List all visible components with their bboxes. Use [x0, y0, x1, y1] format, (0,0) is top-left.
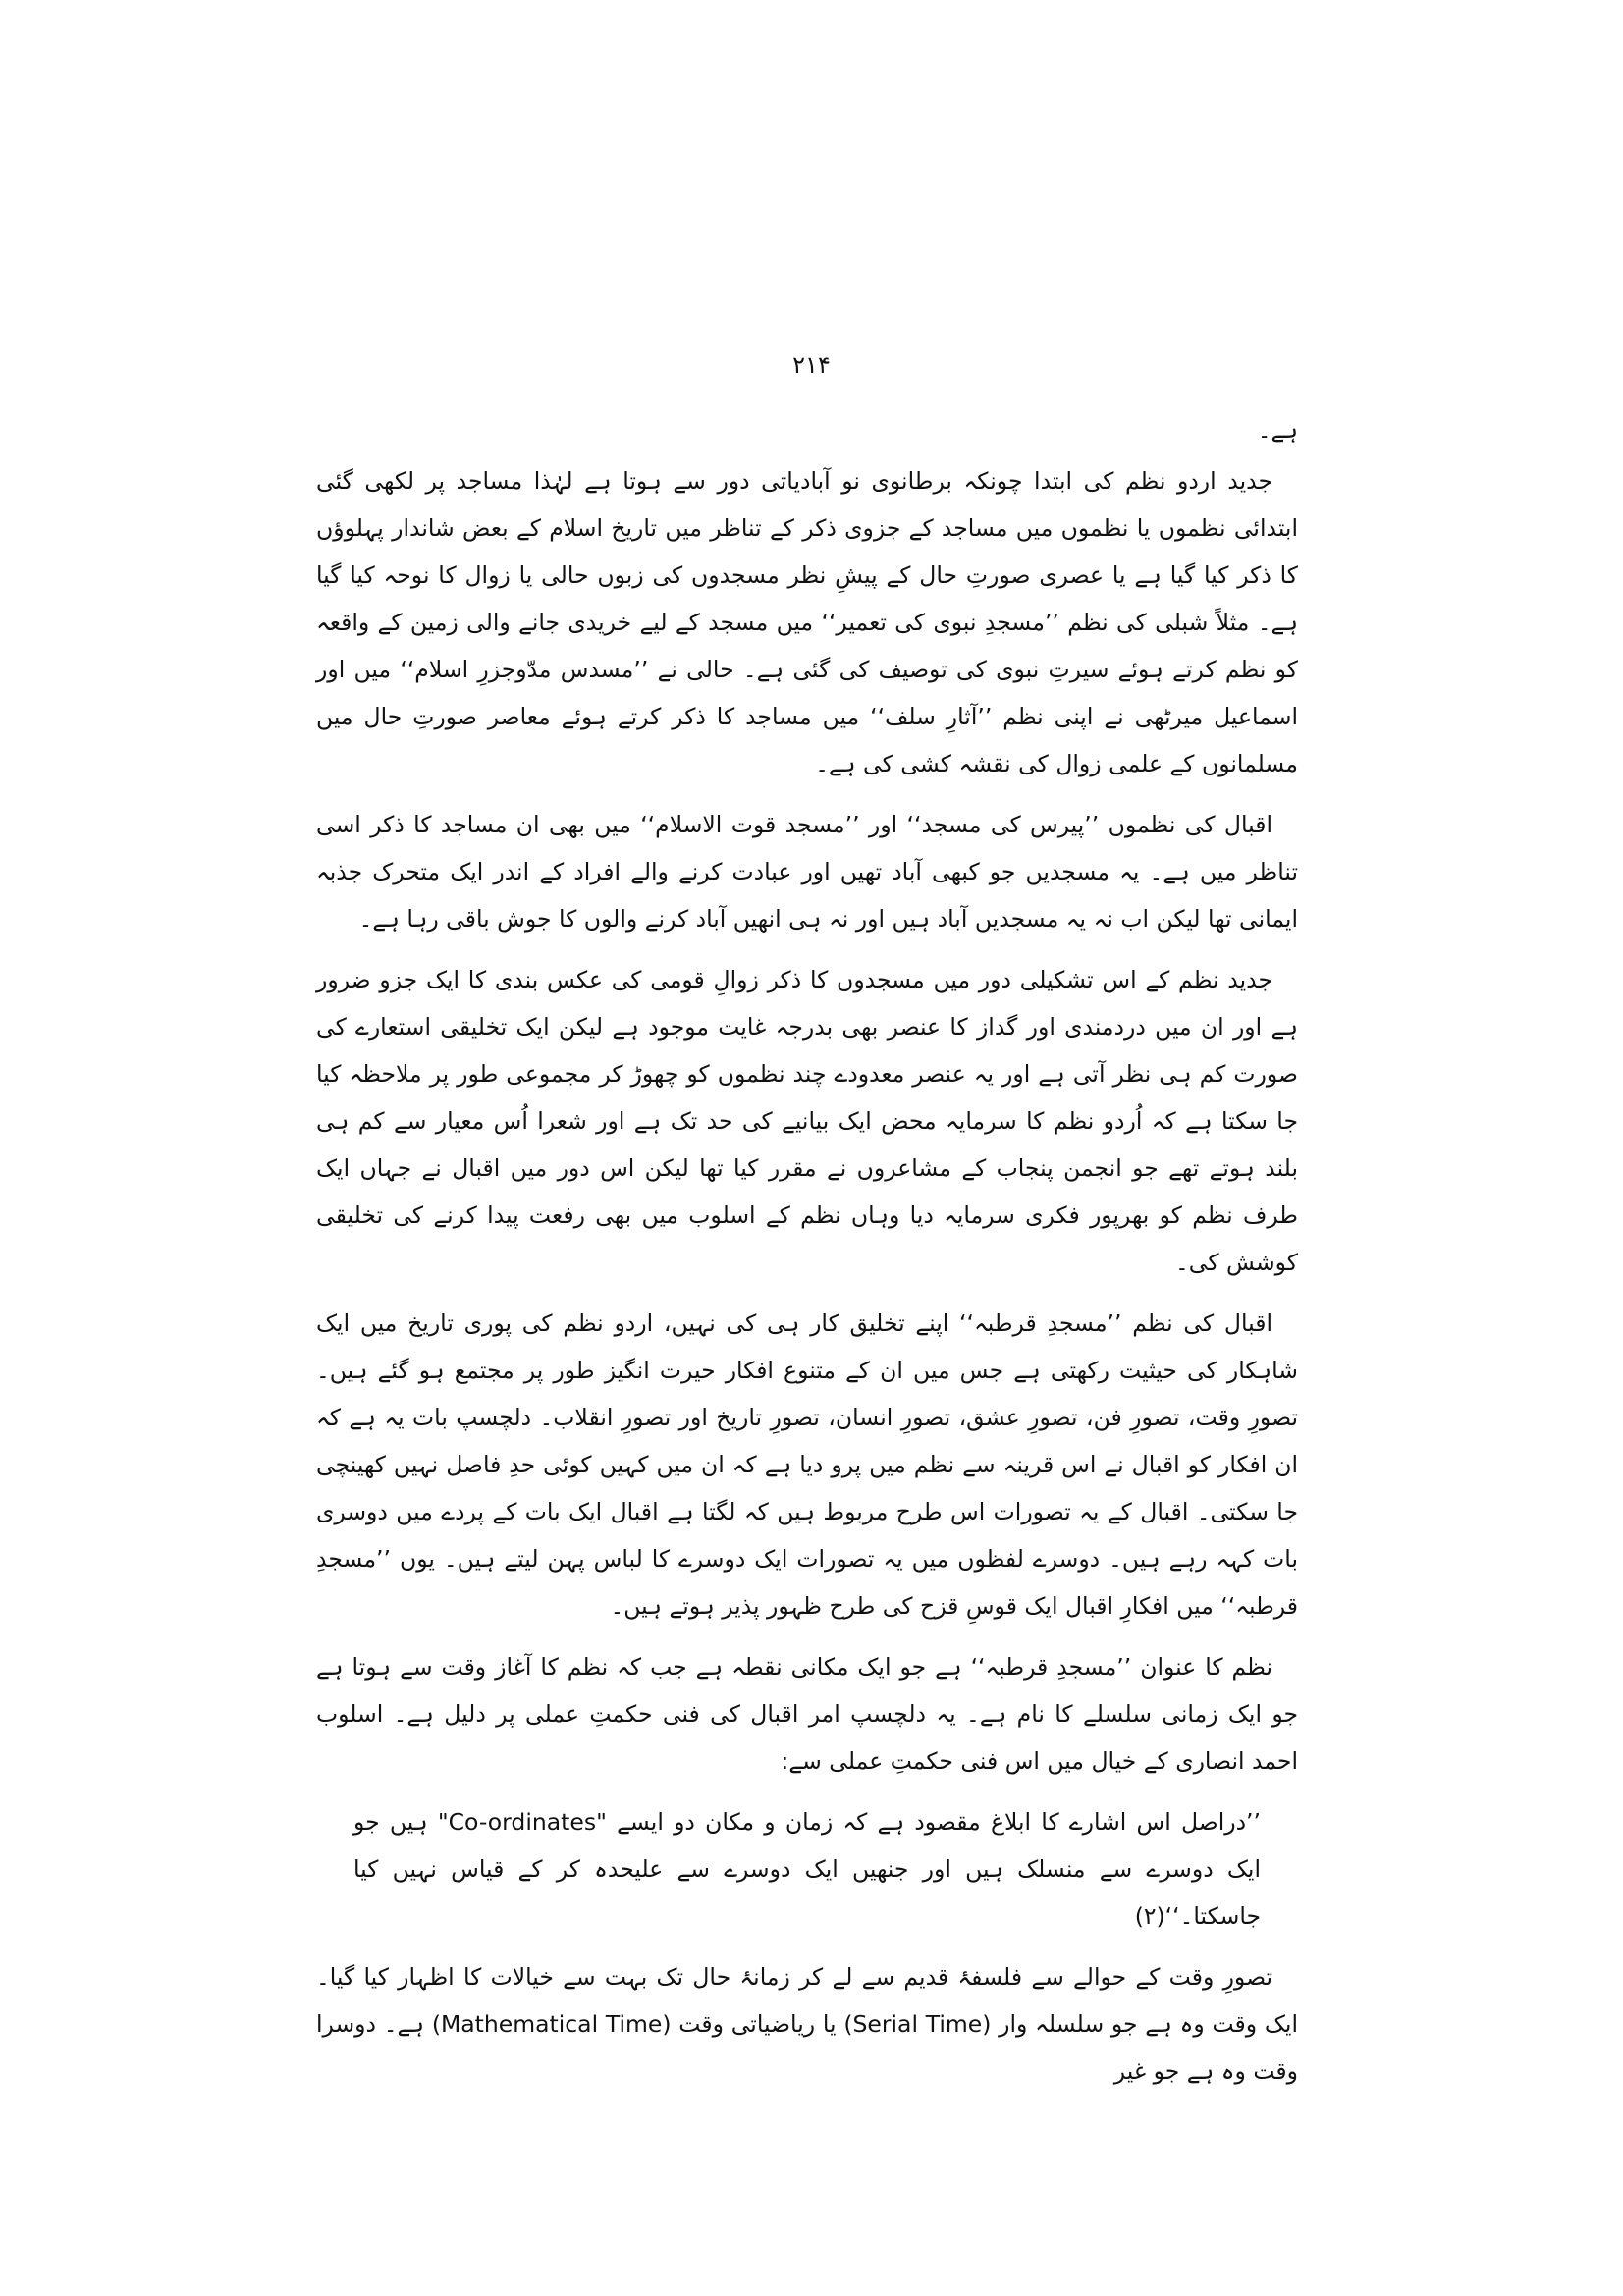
block-quote: ’’دراصل اس اشارے کا ابلاغ مقصود ہے کہ زمان و مکان دو ایسے "Co-ordinates" ہیں جو ایک دوسرے سے منسلک ہیں اور جنھیں ایک دوسرے سے علیحدہ کر کے قیاس نہیں کیا جاسکتا۔‘‘(۲) [353, 1808, 1261, 1930]
paragraph-4: اقبال کی نظم ’’مسجدِ قرطبہ‘‘ اپنے تخلیق کار ہی کی نہیں، اردو نظم کی پوری تاریخ میں ایک شاہکار کی حیثیت رکھتی ہے جس میں ان کے متنوع افکار حیرت انگیز طور پر مجتمع ہو گئے ہیں۔ تصورِ وقت، تصورِ فن، تصورِ عشق، تصورِ انسان، تصورِ تاریخ اور تصورِ انقلاب۔ دلچسپ بات یہ ہے کہ ان افکار کو اقبال نے اس قرینہ سے نظم میں پرو دیا ہے کہ ان میں کہیں کوئی حدِ فاصل نہیں کھینچی جا سکتی۔ اقبال کے یہ تصورات اس طرح مربوط ہیں کہ لگتا ہے اقبال ایک بات کے پردے میں دوسری بات کہہ رہے ہیں۔ دوسرے لفظوں میں یہ تصورات ایک دوسرے کا لباس پہن لیتے ہیں۔ یوں ’’مسجدِ قرطبہ‘‘ میں افکارِ اقبال ایک قوسِ قزح کی طرح ظہور پذیر ہوتے ہیں۔ [316, 1309, 1298, 1620]
continued-fragment: ہے۔ [1257, 416, 1298, 444]
body-text [316, 406, 1298, 2109]
paragraph-2: اقبال کی نظموں ’’پیرس کی مسجد‘‘ اور ’’مسجد قوت الاسلام‘‘ میں بھی ان مساجد کا ذکر اسی تناظر میں ہے۔ یہ مسجدیں جو کبھی آباد تھیں اور عبادت کرنے والے افراد کے اندر ایک متحرک جذبہ ایمانی تھا لیکن اب نہ یہ مسجدیں آباد ہیں اور نہ ہی انھیں آباد کرنے والوں کا جوش باقی رہا ہے۔ [316, 811, 1298, 933]
paragraph-3: جدید نظم کے اس تشکیلی دور میں مسجدوں کا ذکر زوالِ قومی کی عکس بندی کا ایک جزو ضرور ہے اور ان میں دردمندی اور گداز کا عنصر بھی بدرجہ غایت موجود ہے لیکن ایک تخلیقی استعارے کی صورت کم ہی نظر آتی ہے اور یہ عنصر معدودے چند نظموں کو چھوڑ کر مجموعی طور پر ملاحظہ کیا جا سکتا ہے کہ اُردو نظم کا سرمایہ محض ایک بیانیے کی حد تک ہے اور شعرا اُس معیار سے کم ہی بلند ہوتے تھے جو انجمن پنجاب کے مشاعروں نے مقرر کیا تھا لیکن اس دور میں اقبال نے جہاں ایک طرف نظم کو بھرپور فکری سرمایہ دیا وہاں نظم کے اسلوب میں بھی رفعت پیدا کرنے کی تخلیقی کوشش کی۔ [316, 966, 1298, 1276]
paragraph-1: جدید اردو نظم کی ابتدا چونکہ برطانوی نو آبادیاتی دور سے ہوتا ہے لہٰذا مساجد پر لکھی گئی ابتدائی نظموں یا نظموں میں مساجد کے جزوی ذکر کے تناظر میں تاریخ اسلام کے بعض شاندار پہلوؤں کا ذکر کیا گیا ہے یا عصری صورتِ حال کے پیشِ نظر مسجدوں کی زبوں حالی یا زوال کا نوحہ کیا گیا ہے۔ مثلاً شبلی کی نظم ’’مسجدِ نبوی کی تعمیر‘‘ میں مسجد کے لیے خریدی جانے والی زمین کے واقعہ کو نظم کرتے ہوئے سیرتِ نبوی کی توصیف کی گئی ہے۔ حالی نے ’’مسدس مدّوجزرِ اسلام‘‘ میں اور اسماعیل میرٹھی نے اپنی نظم ’’آثارِ سلف‘‘ میں مساجد کا ذکر کرتے ہوئے معاصر صورتِ حال میں مسلمانوں کے علمی زوال کی نقشہ کشی کی ہے۔ [316, 467, 1298, 777]
paragraph-5: نظم کا عنوان ’’مسجدِ قرطبہ‘‘ ہے جو ایک مکانی نقطہ ہے جب کہ نظم کا آغاز وقت سے ہوتا ہے جو ایک زمانی سلسلے کا نام ہے۔ یہ دلچسپ امر اقبال کی فنی حکمتِ عملی پر دلیل ہے۔ اسلوب احمد انصاری کے خیال میں اس فنی حکمتِ عملی سے: [316, 1653, 1298, 1775]
paragraph-6: تصورِ وقت کے حوالے سے فلسفۂ قدیم سے لے کر زمانۂ حال تک بہت سے خیالات کا اظہار کیا گیا۔ ایک وقت وہ ہے جو سلسلہ وار (Serial Time) یا ریاضیاتی وقت (Mathematical Time) ہے۔ دوسرا وقت وہ ہے جو غیر [316, 1963, 1298, 2085]
page-number: ۲۱۴ [792, 351, 831, 379]
